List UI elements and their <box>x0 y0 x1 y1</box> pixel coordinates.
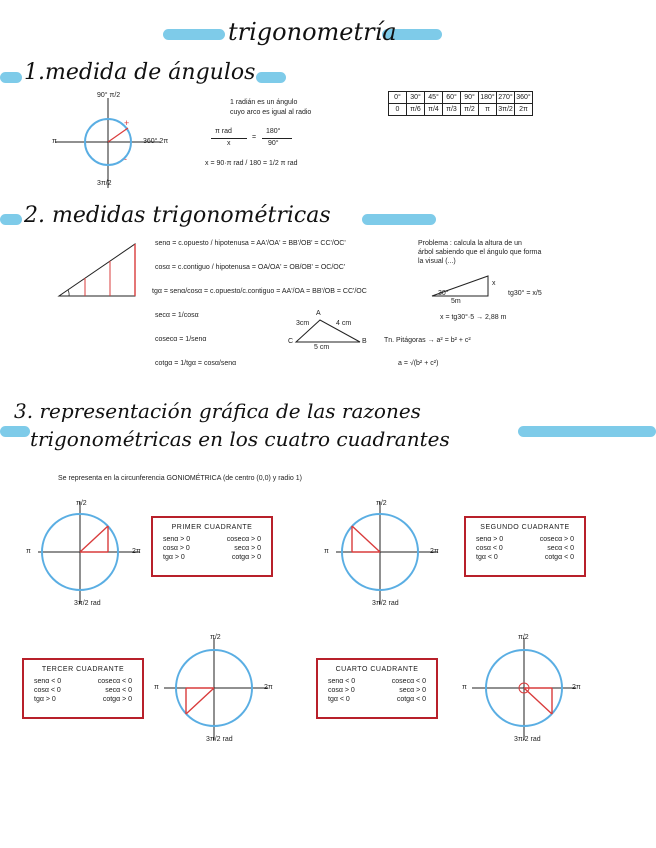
q4-axis-left: π <box>462 684 467 691</box>
q3-axis-left: π <box>154 684 159 691</box>
formula-tg: tgα = senα/cosα = c.opuesto/c.contiguo = AA'/OA = BB'/OB = CC'/OC <box>152 288 367 295</box>
proportion-b-bar <box>262 138 292 139</box>
q2-axis-right: 2π <box>430 548 439 555</box>
table-cell: π/3 <box>443 104 461 116</box>
angle-table-degrees-row <box>389 92 533 104</box>
quadrant-cell: tgα < 0 <box>328 696 350 703</box>
table-cell: π <box>479 104 497 116</box>
section2-heading: 2. medidas trigonométricas <box>24 203 331 228</box>
quadrant-cell: tgα > 0 <box>163 554 185 561</box>
table-cell: 360° <box>515 92 533 104</box>
proportion-equals: = <box>252 134 257 141</box>
proportion-x-line: x = 90·π rad / 180 = 1/2 π rad <box>205 160 298 167</box>
section3-highlight-left <box>0 426 30 437</box>
quadrant-1-title: PRIMER CUADRANTE <box>171 524 253 531</box>
quadrant-cell: secα < 0 <box>105 687 132 694</box>
table-cell: π/6 <box>407 104 425 116</box>
svg-text:+: + <box>124 118 130 128</box>
quadrant-cell: cosα > 0 <box>328 687 355 694</box>
q3-axis-right: 2π <box>264 684 273 691</box>
triangle-vertex-a: A <box>316 310 321 317</box>
circle-label-right: 360° 2π <box>143 138 169 145</box>
q2-axis-top: π/2 <box>376 500 387 507</box>
table-cell: 45° <box>425 92 443 104</box>
section1-heading: 1.medida de ángulos <box>24 60 256 85</box>
formula-cotg: cotgα = 1/tgα = cosα/senα <box>155 360 237 367</box>
formula-cos: cosα = c.contiguo / hipotenusa = OA/OA' = OB/OB' = OC/OC' <box>155 264 346 271</box>
q4-axis-top: π/2 <box>518 634 529 641</box>
problem-line3: la visual (...) <box>418 258 456 265</box>
proportion-b-num: 180° <box>266 128 281 135</box>
quadrant-cell: cotgα > 0 <box>231 554 261 561</box>
circle-label-bottom: 3π/2 <box>97 180 112 187</box>
title-highlight-left <box>163 29 225 40</box>
table-cell: 0 <box>389 104 407 116</box>
quadrant-row <box>318 686 436 695</box>
triangle-side-2: 3cm <box>296 320 310 327</box>
quadrant-cell: cosα > 0 <box>163 545 190 552</box>
table-cell: 180° <box>479 92 497 104</box>
quadrant-cell: senα > 0 <box>163 536 191 543</box>
table-cell: 30° <box>407 92 425 104</box>
formula-cosec: cosecα = 1/senα <box>155 336 207 343</box>
quadrant-cell: senα < 0 <box>34 678 62 685</box>
problem-line1: Problema : calcula la altura de un <box>418 240 522 247</box>
q1-axis-left: π <box>26 548 31 555</box>
table-cell: 60° <box>443 92 461 104</box>
formula-sec: secα = 1/cosα <box>155 312 199 319</box>
pythagoras-root: a = √(b² + c²) <box>398 360 439 367</box>
circle-label-top: 90° π/2 <box>97 92 121 99</box>
section2-highlight-left <box>0 214 22 225</box>
problem-line2: árbol sabiendo que el ángulo que forma <box>418 249 542 256</box>
quadrant-cell: cosecα < 0 <box>391 678 426 685</box>
tree-problem-diagram <box>428 272 498 302</box>
quadrant-row <box>153 553 271 562</box>
table-cell: π/2 <box>461 104 479 116</box>
proportion-a-den: x <box>227 140 231 147</box>
problem-base: 5m <box>451 298 461 305</box>
q1-axis-right: 2π <box>132 548 141 555</box>
table-cell: 90° <box>461 92 479 104</box>
quadrant-1-circle <box>36 500 146 606</box>
quadrant-1-box <box>151 516 273 577</box>
triangle-side-3: 4 cm <box>336 320 352 327</box>
quadrant-cell: secα > 0 <box>399 687 426 694</box>
quadrant-2-box <box>464 516 586 577</box>
quadrant-3-title: TERCER CUADRANTE <box>41 666 125 673</box>
q1-axis-top: π/2 <box>76 500 87 507</box>
problem-equation: tg30° = x/5 <box>508 290 542 297</box>
section1-highlight-right <box>256 72 286 83</box>
table-cell: π/4 <box>425 104 443 116</box>
quadrant-4-title: CUARTO CUADRANTE <box>335 666 419 673</box>
page-title: trigonometría <box>228 18 397 46</box>
quadrant-row <box>153 535 271 544</box>
triangle-vertex-b: B <box>362 338 367 345</box>
triangle-vertex-c: C <box>288 338 294 345</box>
proportion-b-den: 90° <box>268 140 279 147</box>
quadrant-3-circle <box>162 636 274 742</box>
quadrant-cell: tgα < 0 <box>476 554 498 561</box>
section2-highlight-right <box>362 214 436 225</box>
quadrant-cell: tgα > 0 <box>34 696 56 703</box>
quadrant-row <box>318 695 436 704</box>
quadrant-row <box>318 677 436 686</box>
quadrant-cell: cosα < 0 <box>34 687 61 694</box>
problem-side: x <box>492 280 496 287</box>
problem-result: x = tg30°·5 → 2,88 m <box>440 314 507 321</box>
quadrant-cell: secα > 0 <box>234 545 261 552</box>
svg-text:-: - <box>124 154 127 164</box>
quadrant-row <box>24 695 142 704</box>
quadrant-cell: cotgα < 0 <box>544 554 574 561</box>
quadrant-row <box>466 553 584 562</box>
table-cell: 2π <box>515 104 533 116</box>
radian-note-line2: cuyo arco es igual al radio <box>230 109 312 116</box>
quadrant-cell: senα > 0 <box>476 536 504 543</box>
pythagoras-line: Tn. Pitágoras → a² = b² + c² <box>384 337 471 344</box>
quadrant-row <box>466 544 584 553</box>
quadrant-cell: cotgα < 0 <box>396 696 426 703</box>
quadrant-4-circle <box>470 636 582 742</box>
quadrant-cell: cosecα < 0 <box>97 678 132 685</box>
quadrant-cell: cosecα > 0 <box>226 536 261 543</box>
circle-label-left: π <box>52 138 57 145</box>
quadrant-2-circle <box>334 500 444 606</box>
q3-axis-top: π/2 <box>210 634 221 641</box>
angle-table-radians-row <box>389 104 533 116</box>
triangle-side-1: 5 cm <box>314 344 330 351</box>
section3-heading-line2: trigonométricas en los cuatro cuadrantes <box>30 427 450 451</box>
proportion-a-num: π rad <box>215 128 232 135</box>
table-cell: 3π/2 <box>497 104 515 116</box>
quadrant-2-title: SEGUNDO CUADRANTE <box>480 524 570 531</box>
problem-angle: 30° <box>438 290 449 297</box>
quadrant-4-box <box>316 658 438 719</box>
quadrant-row <box>153 544 271 553</box>
section3-intro: Se representa en la circunferencia GONIOMÉTRICA (de centro (0,0) y radio 1) <box>58 475 302 482</box>
section3-heading-line1: 3. representación gráfica de las razones <box>14 399 421 423</box>
section1-highlight-left <box>0 72 22 83</box>
quadrant-3-box <box>22 658 144 719</box>
q4-axis-right: 2π <box>572 684 581 691</box>
section3-highlight-right <box>518 426 656 437</box>
quadrant-cell: cosecα > 0 <box>539 536 574 543</box>
q4-axis-bottom: 3π/2 rad <box>514 736 541 743</box>
quadrant-row <box>24 677 142 686</box>
q3-axis-bottom: 3π/2 rad <box>206 736 233 743</box>
table-cell: 0° <box>389 92 407 104</box>
radian-note-line1: 1 radián es un ángulo <box>230 99 298 106</box>
proportion-a-bar <box>211 138 247 139</box>
angle-table <box>388 91 533 116</box>
q1-axis-bottom: 3π/2 rad <box>74 600 101 607</box>
quadrant-cell: cosα < 0 <box>476 545 503 552</box>
quadrant-cell: senα < 0 <box>328 678 356 685</box>
q2-axis-bottom: 3π/2 rad <box>372 600 399 607</box>
quadrant-row <box>466 535 584 544</box>
similar-triangles-diagram <box>55 240 145 302</box>
quadrant-cell: secα < 0 <box>547 545 574 552</box>
table-cell: 270° <box>497 92 515 104</box>
quadrant-cell: cotgα > 0 <box>102 696 132 703</box>
formula-sen: senα = c.opuesto / hipotenusa = AA'/OA' = BB'/OB' = CC'/OC' <box>155 240 346 247</box>
quadrant-row <box>24 686 142 695</box>
q2-axis-left: π <box>324 548 329 555</box>
